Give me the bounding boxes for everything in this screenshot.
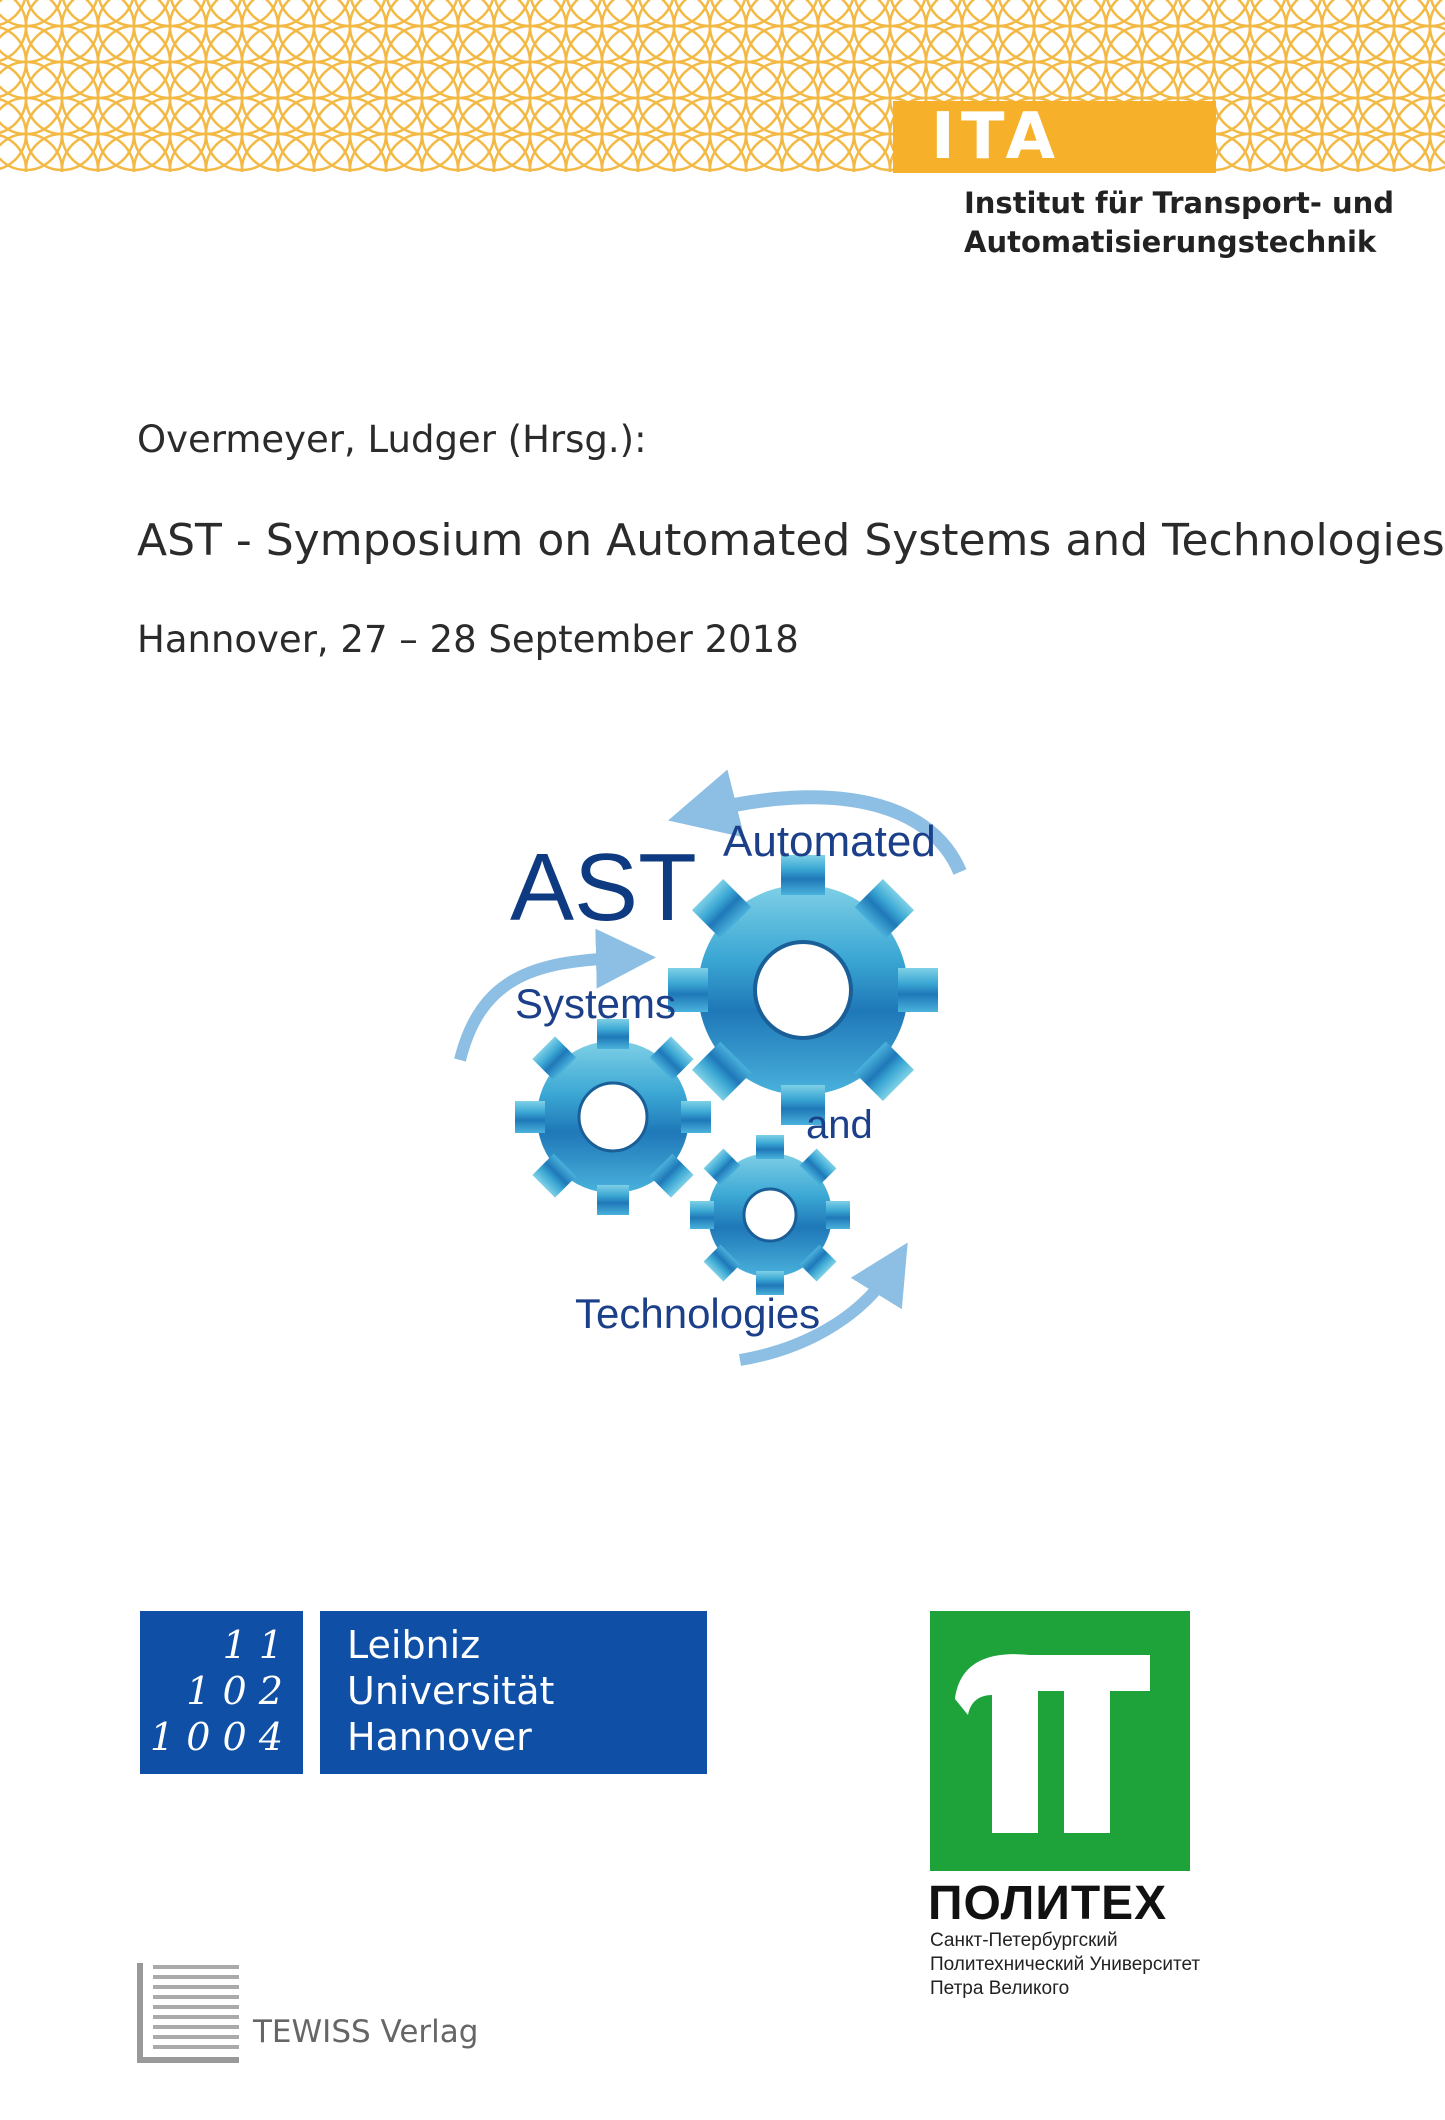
gear-medium <box>515 1019 711 1215</box>
luh-line2: Universität <box>347 1669 555 1713</box>
word-technologies: Technologies <box>575 1290 821 1337</box>
ast-gear-logo <box>440 760 1000 1370</box>
book-title: AST - Symposium on Automated Systems and Technologies <box>137 515 1445 566</box>
luh-name-box <box>320 1611 707 1774</box>
institute-name-line2: Automatisierungstechnik <box>964 225 1377 259</box>
ita-logo <box>893 101 1216 173</box>
polytech-logo <box>930 1611 1190 1871</box>
luh-digits-row3: 1 0 0 4 <box>150 1715 283 1759</box>
polytech-sub-line2: Политехнический Университет <box>930 1954 1201 1975</box>
word-and: and <box>806 1103 873 1147</box>
pi-symbol-icon <box>930 1611 1190 1871</box>
editor-line: Overmeyer, Ludger (Hrsg.): <box>137 418 647 461</box>
luh-digit-logo <box>140 1611 303 1774</box>
luh-line1: Leibniz <box>347 1623 481 1667</box>
luh-digits-row2: 1 0 2 <box>186 1669 283 1713</box>
polytech-sub-line3: Петра Великого <box>930 1978 1070 1999</box>
tewiss-logo-icon <box>137 1963 239 2063</box>
gear-small <box>690 1135 850 1295</box>
gear-large <box>668 855 938 1125</box>
luh-line3: Hannover <box>347 1715 532 1759</box>
place-date-line: Hannover, 27 – 28 September 2018 <box>137 618 799 661</box>
luh-digits-row1: 1 1 <box>222 1623 283 1667</box>
polytech-name: ПОЛИТЕХ <box>928 1877 1168 1930</box>
decorative-circle-pattern <box>0 0 1445 172</box>
word-automated: Automated <box>723 817 936 866</box>
word-systems: Systems <box>515 980 677 1027</box>
polytech-sub-line1: Санкт-Петербургский <box>930 1930 1118 1951</box>
ita-logo-text: ITA <box>931 100 1062 174</box>
publisher-name: TEWISS Verlag <box>253 2014 479 2050</box>
ast-acronym: AST <box>510 834 697 941</box>
institute-name-line1: Institut für Transport- und <box>964 186 1395 220</box>
